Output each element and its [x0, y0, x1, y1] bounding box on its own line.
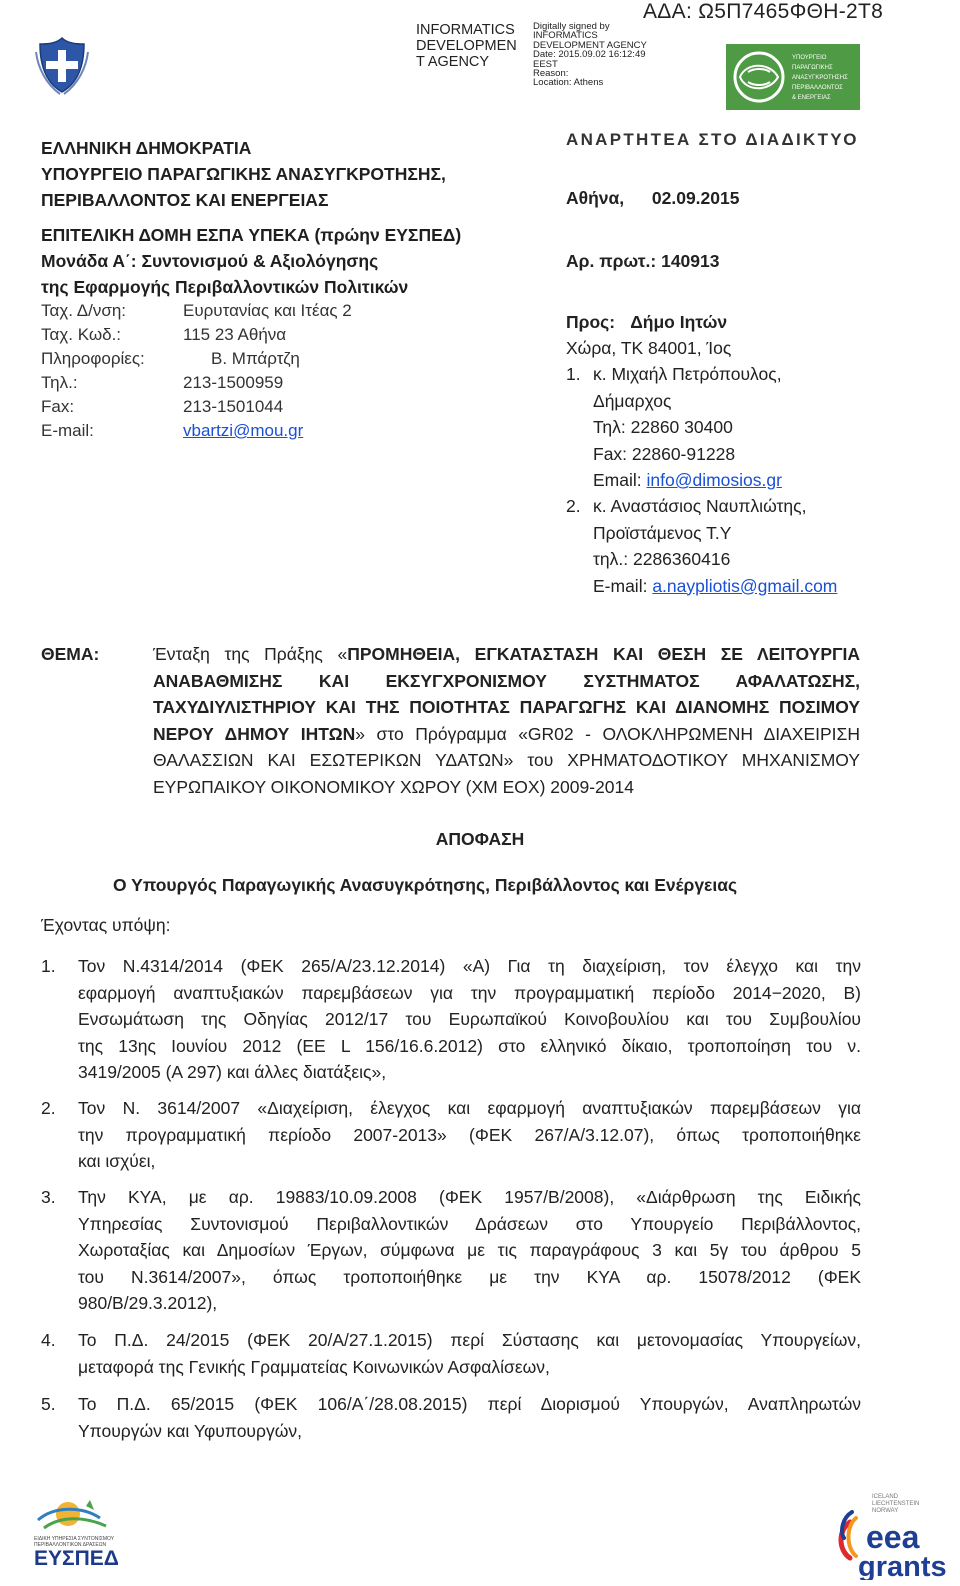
subject-text — [153, 641, 860, 800]
recipient-2-email-link[interactable]: a.naypliotis@gmail.com — [652, 575, 838, 596]
subject-label: ΘΕΜΑ: — [41, 644, 100, 664]
svg-text:grants: grants — [858, 1551, 947, 1580]
subject-line: ΤΑΧΥΔΙΥΛΙΣΤΗΡΙΟΥ ΚΑΙ ΤΗΣ ΠΟΙΟΤΗΤΑΣ ΠΑΡΑΓΩΓΗΣ ΚΑΙ ΔΙΑΝΟΜΗΣ ΠΟΣΙΜΟΥ — [153, 697, 860, 717]
recipient-line — [566, 309, 727, 336]
signature-org — [416, 22, 517, 70]
item-line: Το Π.Δ. 65/2015 (ΦΕΚ 106/Α΄/28.08.2015) περί Διορισμού Υπουργών, Αναπληρωτών — [78, 1394, 861, 1414]
recipient-1-fax: Fax: 22860-91228 — [593, 443, 736, 464]
decision-title: ΑΠΟΦΑΣΗ — [435, 829, 525, 849]
sender-email-link[interactable]: vbartzi@mou.gr — [183, 421, 304, 440]
signature-detail-line: INFORMATICS — [533, 30, 598, 42]
ministry-logo — [726, 44, 860, 110]
svg-text:LIECHTENSTEIN: LIECHTENSTEIN — [872, 1501, 920, 1507]
info-value: 213-1500959 — [183, 373, 284, 392]
recipient-2-tel: τηλ.: 2286360416 — [593, 549, 731, 569]
signature-detail-line: Date: 2015.09.02 16:12:49 — [533, 49, 646, 61]
item-line: του Ν.3614/2007», όπως τροποποιήθηκε με την ΚΥΑ αρ. 15078/2012 (ΦΕΚ — [78, 1266, 861, 1287]
recipient-1-num: 1. — [566, 364, 581, 384]
sender-heading — [41, 135, 446, 213]
signature-detail-line: Location: Athens — [533, 77, 604, 89]
recipient-1-email-line — [593, 467, 782, 494]
sender-info-values — [183, 299, 352, 443]
sender-line: ΠΕΡΙΒΑΛΛΟΝΤΟΣ ΚΑΙ ΕΝΕΡΓΕΙΑΣ — [41, 190, 329, 210]
item-line: Τον Ν. 3614/2007 «Διαχείριση, έλεγχος και εφαρμογή αναπτυξιακών παρεμβάσεων για — [78, 1098, 861, 1118]
item-line: Υπουργών και Υφυπουργών, — [78, 1420, 302, 1441]
item-line: και ισχύει, — [78, 1151, 156, 1171]
date-label: Αθήνα, — [566, 188, 625, 208]
item-line: Υπηρεσίας Συντονισμού Περιβαλλοντικών Δράσεων στο Υπουργείο Περιβάλλοντος, — [78, 1213, 861, 1234]
subject-line: ΕΥΡΩΠΑΙΚΟΥ ΟΙΚΟΝΟΜΙΚΟΥ ΧΩΡΟΥ (ΧΜ ΕΟΧ) 2009-2014 — [153, 776, 634, 797]
recipient-2-num: 2. — [566, 496, 581, 516]
info-value: Ευρυτανίας και Ιτέας 2 — [183, 301, 352, 320]
eea-grants-logo — [836, 1488, 954, 1580]
signature-details — [533, 22, 647, 88]
subject-line: Ένταξη της Πράξης «ΠΡΟΜΗΘΕΙΑ, ΕΓΚΑΤΑΣΤΑΣΗ ΚΑΙ ΘΕΣΗ ΣΕ ΛΕΙΤΟΥΡΓΙΑ — [153, 644, 861, 664]
info-label: Πληροφορίες: — [41, 349, 145, 368]
info-value: 213-1501044 — [183, 397, 284, 416]
svg-text:ΥΠΟΥΡΓΕΙΟ: ΥΠΟΥΡΓΕΙΟ — [792, 55, 827, 61]
date-line — [566, 185, 739, 212]
subject-line: ΝΕΡΟΥ ΔΗΜΟΥ ΙΗΤΩΝ» στο Πρόγραμμα «GR02 - ΟΛΟΚΛΗΡΩΜΕΝΗ ΔΙΑΧΕΙΡΙΣΗ — [153, 723, 860, 744]
signature-detail-line: DEVELOPMENT AGENCY — [533, 39, 647, 51]
recipient-label: Προς: — [566, 312, 616, 332]
item-line: Ενσωμάτωση της Οδηγίας 2012/17 του Ευρωπαϊκού Κοινοβουλίου και του Συμβουλίου — [78, 1009, 861, 1029]
protocol-label: Αρ. πρωτ.: — [566, 251, 657, 271]
item-line: εφαρμογή αναπτυξιακών παρεμβάσεων για την προγραμματική περίοδο 2014−2020, Β) — [78, 982, 861, 1003]
svg-text:ΕΥΣΠΕΔ: ΕΥΣΠΕΔ — [34, 1547, 119, 1568]
protocol-line — [566, 248, 720, 275]
svg-text:NORWAY: NORWAY — [872, 1508, 899, 1514]
svg-text:& ΕΝΕΡΓΕΙΑΣ: & ΕΝΕΡΓΕΙΑΣ — [792, 95, 831, 101]
svg-text:ΠΕΡΙΒΑΛΛΟΝΤΟΣ: ΠΕΡΙΒΑΛΛΟΝΤΟΣ — [792, 85, 843, 91]
recipient-address: Χώρα, ΤΚ 84001, Ίος — [566, 338, 732, 358]
unit-line: ΕΠΙΤΕΛΙΚΗ ΔΟΜΗ ΕΣΠΑ ΥΠΕΚΑ (πρώην ΕΥΣΠΕΔ) — [41, 225, 462, 245]
info-label: Τηλ.: — [41, 373, 78, 392]
recipient-name: Δήμο Ιητών — [630, 312, 728, 332]
date-value: 02.09.2015 — [651, 188, 740, 208]
sender-line: ΕΛΛΗΝΙΚΗ ΔΗΜΟΚΡΑΤΙΑ — [41, 138, 252, 158]
recipient-2-email-line — [593, 573, 837, 600]
recipient-2-role: Προϊστάμενος Τ.Υ — [593, 522, 732, 543]
signature-detail-line: Reason: — [533, 68, 569, 80]
signature-detail-line: Digitally signed by — [533, 21, 610, 32]
email-label: Email: — [593, 470, 642, 490]
subject-line: ΑΝΑΒΑΘΜΙΣΗΣ ΚΑΙ ΕΚΣΥΓΧΡΟΝΙΣΜΟΥ ΣΥΣΤΗΜΑΤΟΣ ΑΦΑΛΑΤΩΣΗΣ, — [153, 670, 860, 691]
recipient-1-email-link[interactable]: info@dimosios.gr — [646, 470, 782, 490]
item-line: την προγραμματική περίοδο 2007-2013» (ΦΕΚ 267/Α/3.12.07), όπως τροποποιήθηκε — [78, 1124, 861, 1145]
item-line: Τον Ν.4314/2014 (ΦΕΚ 265/Α/23.12.2014) «Α) Για τη διαχείριση, τον έλεγχο και την — [78, 956, 861, 976]
sender-unit — [41, 222, 461, 300]
subject-line: ΘΑΛΑΣΣΙΩΝ ΚΑΙ ΕΣΩΤΕΡΙΚΩΝ ΥΔΑΤΩΝ» του ΧΡΗΜΑΤΟΔΟΤΙΚΟΥ ΜΗΧΑΝΙΣΜΟΥ — [153, 750, 860, 770]
item-line: Χωροταξίας και Δημοσίων Έργων, σύμφωνα με τις παραγράφους 3 και 5γ του άρθρου 5 — [78, 1240, 861, 1260]
svg-text:eea: eea — [866, 1519, 920, 1555]
espa-logo — [30, 1488, 140, 1568]
signature-detail-line: EEST — [533, 58, 558, 70]
item-line: Την ΚΥΑ, με αρ. 19883/10.09.2008 (ΦΕΚ 1957/Β/2008), «Διάρθρωση της Ειδικής — [78, 1187, 861, 1207]
item-number: 2. — [41, 1098, 56, 1118]
ada-code: ΑΔΑ: Ω5Π7465ΦΘΗ-2Τ8 — [643, 0, 884, 23]
info-label: E-mail: — [41, 421, 94, 440]
item-line: Το Π.Δ. 24/2015 (ΦΕΚ 20/Α/27.1.2015) περί Σύστασης και μετονομασίας Υπουργείων, — [78, 1330, 861, 1350]
recipient-1-role: Δήμαρχος — [593, 390, 672, 411]
signature-org-line: DEVELOPMEN — [416, 38, 517, 54]
post-online-label: ΑΝΑΡΤΗΤΕΑ ΣΤΟ ΔΙΑΔΙΚΤΥΟ — [566, 130, 859, 149]
svg-text:ΑΝΑΣΥΓΚΡΟΤΗΣΗΣ: ΑΝΑΣΥΓΚΡΟΤΗΣΗΣ — [792, 75, 848, 81]
minister-line: Ο Υπουργός Παραγωγικής Ανασυγκρότησης, Περιβάλλοντος και Ενέργειας — [113, 875, 738, 895]
recipient-2-block — [593, 493, 837, 599]
svg-text:ΠΑΡΑΓΩΓΙΚΗΣ: ΠΑΡΑΓΩΓΙΚΗΣ — [792, 65, 833, 71]
item-number: 5. — [41, 1394, 56, 1414]
item-number: 4. — [41, 1330, 56, 1350]
svg-text:ICELAND: ICELAND — [872, 1494, 899, 1500]
item-line: 980/Β/29.3.2012), — [78, 1293, 218, 1313]
greek-coat-of-arms-logo — [34, 34, 90, 96]
info-label: Ταχ. Δ/νση: — [41, 301, 127, 320]
signature-org-line: INFORMATICS — [416, 22, 515, 38]
info-label: Ταχ. Κωδ.: — [41, 325, 122, 344]
signature-org-line: T AGENCY — [416, 54, 490, 70]
recipient-1-block — [593, 361, 782, 494]
unit-line: της Εφαρμογής Περιβαλλοντικών Πολιτικών — [41, 277, 409, 297]
item-line: 3419/2005 (Α 297) και άλλες διατάξεις», — [78, 1062, 387, 1082]
item-number: 1. — [41, 956, 56, 976]
info-value: Β. Μπάρτζη — [211, 349, 300, 368]
recipient-1-tel: Τηλ: 22860 30400 — [593, 417, 733, 437]
item-number: 3. — [41, 1187, 56, 1207]
info-value: 115 23 Αθήνα — [183, 325, 287, 344]
item-line: μεταφορά της Γενικής Γραμματείας Κοινωνικών Ασφαλίσεων, — [78, 1356, 550, 1377]
email-label: E-mail: — [593, 575, 648, 596]
svg-text:ΠΕΡΙΒΑΛΛΟΝΤΙΚΩΝ ΔΡΑΣΕΩΝ: ΠΕΡΙΒΑΛΛΟΝΤΙΚΩΝ ΔΡΑΣΕΩΝ — [34, 1542, 107, 1548]
unit-line: Μονάδα Α΄: Συντονισμού & Αξιολόγησης — [41, 251, 379, 271]
protocol-number: 140913 — [661, 251, 720, 271]
considering-label: Έχοντας υπόψη: — [41, 915, 171, 935]
info-label: Fax: — [41, 397, 75, 416]
item-line: της 13ης Ιουνίου 2012 (ΕΕ L 156/16.6.2012) στο ελληνικό δίκαιο, τροποποίηση του ν. — [78, 1035, 861, 1056]
sender-line: ΥΠΟΥΡΓΕΙΟ ΠΑΡΑΓΩΓΙΚΗΣ ΑΝΑΣΥΓΚΡΟΤΗΣΗΣ, — [41, 164, 446, 184]
svg-text:ΕΙΔΙΚΗ ΥΠΗΡΕΣΙΑ ΣΥΝΤΟΝΙΣΜΟΥ: ΕΙΔΙΚΗ ΥΠΗΡΕΣΙΑ ΣΥΝΤΟΝΙΣΜΟΥ — [34, 1536, 115, 1542]
recipient-2-name: κ. Αναστάσιος Ναυπλιώτης, — [593, 496, 807, 516]
recipient-1-name: κ. Μιχαήλ Πετρόπουλος, — [593, 364, 782, 384]
sender-info-labels — [41, 299, 145, 443]
